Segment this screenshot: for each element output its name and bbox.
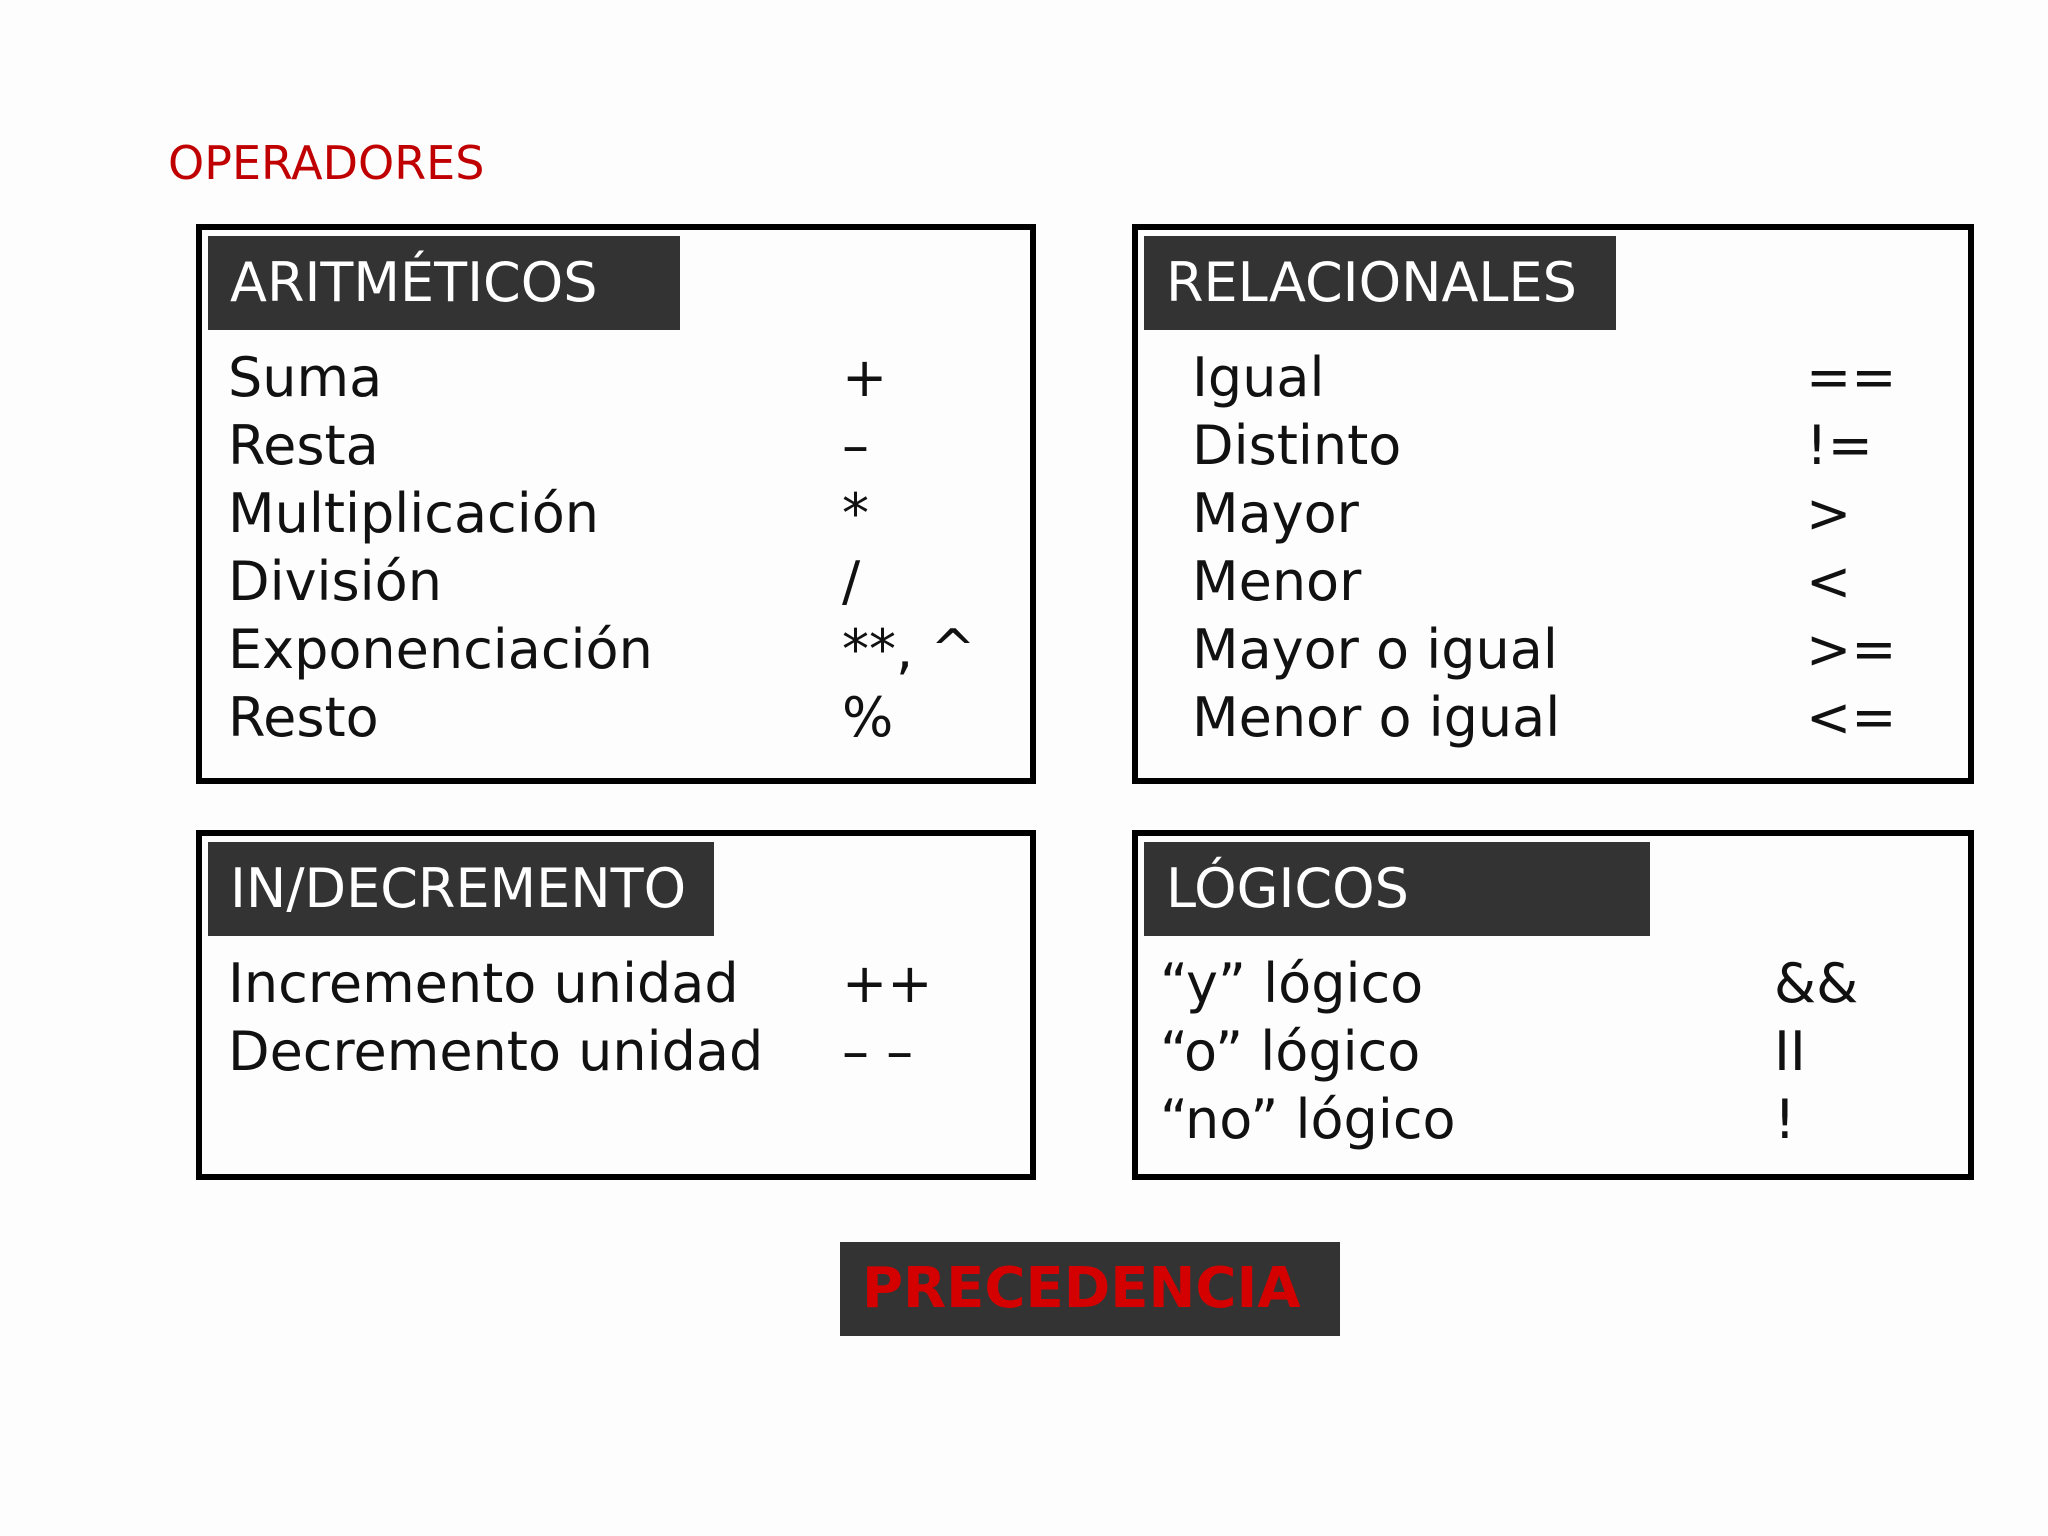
incremento-box [196, 830, 1036, 1180]
operator-name: “y” lógico [1160, 952, 1424, 1015]
logicos-list [1138, 950, 1968, 1154]
operator-name: Distinto [1192, 414, 1402, 477]
list-item [1138, 480, 1968, 548]
operator-name: Igual [1192, 346, 1325, 409]
incremento-list [202, 950, 1030, 1086]
operator-symbol: <= [1806, 686, 1897, 749]
precedencia-button[interactable]: PRECEDENCIA [840, 1242, 1340, 1336]
aritmeticos-header: ARITMÉTICOS [208, 236, 680, 330]
operator-symbol: % [842, 686, 894, 749]
list-item [202, 616, 1030, 684]
logicos-box [1132, 830, 1974, 1180]
operator-name: Mayor [1192, 482, 1359, 545]
list-item [202, 950, 1030, 1018]
operator-name: División [228, 550, 442, 613]
operator-name: Exponenciación [228, 618, 653, 681]
operator-name: Resto [228, 686, 379, 749]
operator-symbol: == [1806, 346, 1897, 409]
incremento-header: IN/DECREMENTO [208, 842, 714, 936]
operator-symbol: + [842, 346, 888, 409]
aritmeticos-list [202, 344, 1030, 752]
operator-symbol: < [1806, 550, 1852, 613]
relacionales-list [1138, 344, 1968, 752]
operator-name: Multiplicación [228, 482, 600, 545]
operator-name: Suma [228, 346, 383, 409]
operator-name: Decremento unidad [228, 1020, 764, 1083]
operator-name: “no” lógico [1160, 1088, 1456, 1151]
operator-symbol: / [842, 550, 861, 613]
list-item [1138, 950, 1968, 1018]
list-item [202, 412, 1030, 480]
operator-name: Menor [1192, 550, 1362, 613]
list-item [1138, 1086, 1968, 1154]
operator-symbol: II [1774, 1020, 1806, 1083]
list-item [202, 548, 1030, 616]
operator-name: Menor o igual [1192, 686, 1561, 749]
operator-symbol: – – [842, 1020, 914, 1083]
operator-name: Incremento unidad [228, 952, 739, 1015]
relacionales-header: RELACIONALES [1144, 236, 1616, 330]
list-item [1138, 412, 1968, 480]
operator-symbol: – [842, 414, 869, 477]
logicos-header: LÓGICOS [1144, 842, 1650, 936]
operator-symbol: ++ [842, 952, 933, 1015]
operator-symbol: **, ^ [842, 618, 976, 681]
operator-symbol: > [1806, 482, 1852, 545]
operator-name: “o” lógico [1160, 1020, 1421, 1083]
relacionales-box [1132, 224, 1974, 784]
operator-name: Mayor o igual [1192, 618, 1558, 681]
page-title: OPERADORES [168, 136, 485, 190]
operator-symbol: && [1774, 952, 1859, 1015]
list-item [1138, 616, 1968, 684]
operator-symbol: >= [1806, 618, 1897, 681]
list-item [202, 480, 1030, 548]
list-item [1138, 548, 1968, 616]
list-item [202, 1018, 1030, 1086]
list-item [1138, 1018, 1968, 1086]
operator-symbol: != [1806, 414, 1873, 477]
list-item [202, 684, 1030, 752]
aritmeticos-box [196, 224, 1036, 784]
list-item [202, 344, 1030, 412]
list-item [1138, 684, 1968, 752]
operator-symbol: * [842, 482, 869, 545]
operator-symbol: ! [1774, 1088, 1796, 1151]
list-item [1138, 344, 1968, 412]
operator-name: Resta [228, 414, 379, 477]
